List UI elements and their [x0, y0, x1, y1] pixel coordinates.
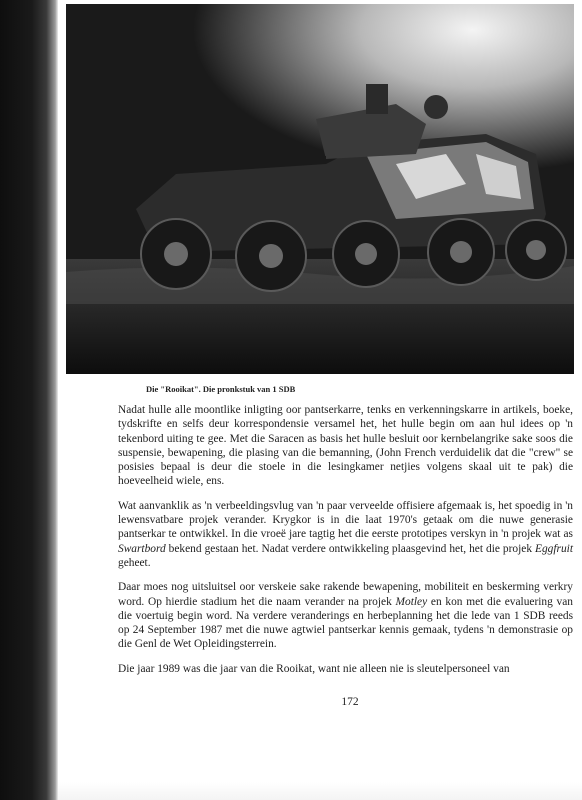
paragraph	[118, 499, 573, 570]
photo-caption: Die "Rooikat". Die pronkstuk van 1 SDB	[146, 384, 296, 394]
rooikat-armoured-car-image	[66, 4, 574, 374]
text-run: en kon met die evaluering van die voertuig begin word. Na verdere veranderings en herbeplanning het die lede van 1 SDB reeds op 24 September 1987 met die nuwe agtwiel pantserkar kennis gemaak, tydens 'n demonstrasie op die Genl de Wet Opleidingsterrein.	[118, 595, 573, 651]
body-text	[118, 403, 573, 686]
text-run: Die jaar 1989 was die jaar van die Rooikat, want nie alleen nie is sleutelpersoneel van	[118, 662, 510, 675]
italic-term: Swartbord	[118, 542, 166, 555]
italic-term: Motley	[395, 595, 428, 608]
text-run: geheet.	[118, 556, 151, 569]
rooikat-photo	[66, 4, 574, 374]
page-bottom-shade	[58, 782, 582, 800]
text-run: Daar moes nog uitsluitsel oor verskeie sake rakende bewapening, mobiliteit en beskerming verkry word. Op hierdie stadium het die naam verander na projek	[118, 581, 573, 608]
text-run: Wat aanvanklik as 'n verbeeldingsvlug van 'n paar verveelde offisiere afgemaak is, het spoedig in 'n lewensvatbare projek verander. Krygkor is in die laat 1970's getaak om die nuwe generasie pantserkar te ontwikkel. In die vroeë jare tagtig het die eerste prototipes verskyn in 'n projek wat as	[118, 499, 573, 541]
text-run: bekend gestaan het. Nadat verdere ontwikkeling plaasgevind het, het die projek	[165, 542, 536, 555]
paragraph	[118, 403, 573, 489]
text-run: Nadat hulle alle moontlike inligting oor pantserkarre, tenks en verkenningskarre in artikels, boeke, tydskrifte en selfs deur korrespondensie versamel het, het hulle begin om aan hul idees op 'n tekenbord uiting te gee. Met die Saracen as basis het hulle besluit oor kernbelangrike sake soos die suspensie, bewapening, die plasing van die bemanning, (John French verduidelik dat die "crew" se posisies bepaal is deur die stoele in die lesingkamer netjies volgens skaal uit te pak) die hoeveelheid wiele, ens.	[118, 404, 573, 488]
paragraph	[118, 662, 573, 676]
scan-binding-edge	[0, 0, 58, 800]
italic-term: Eggfruit	[535, 542, 573, 555]
page-number: 172	[341, 696, 359, 708]
paragraph	[118, 580, 573, 651]
